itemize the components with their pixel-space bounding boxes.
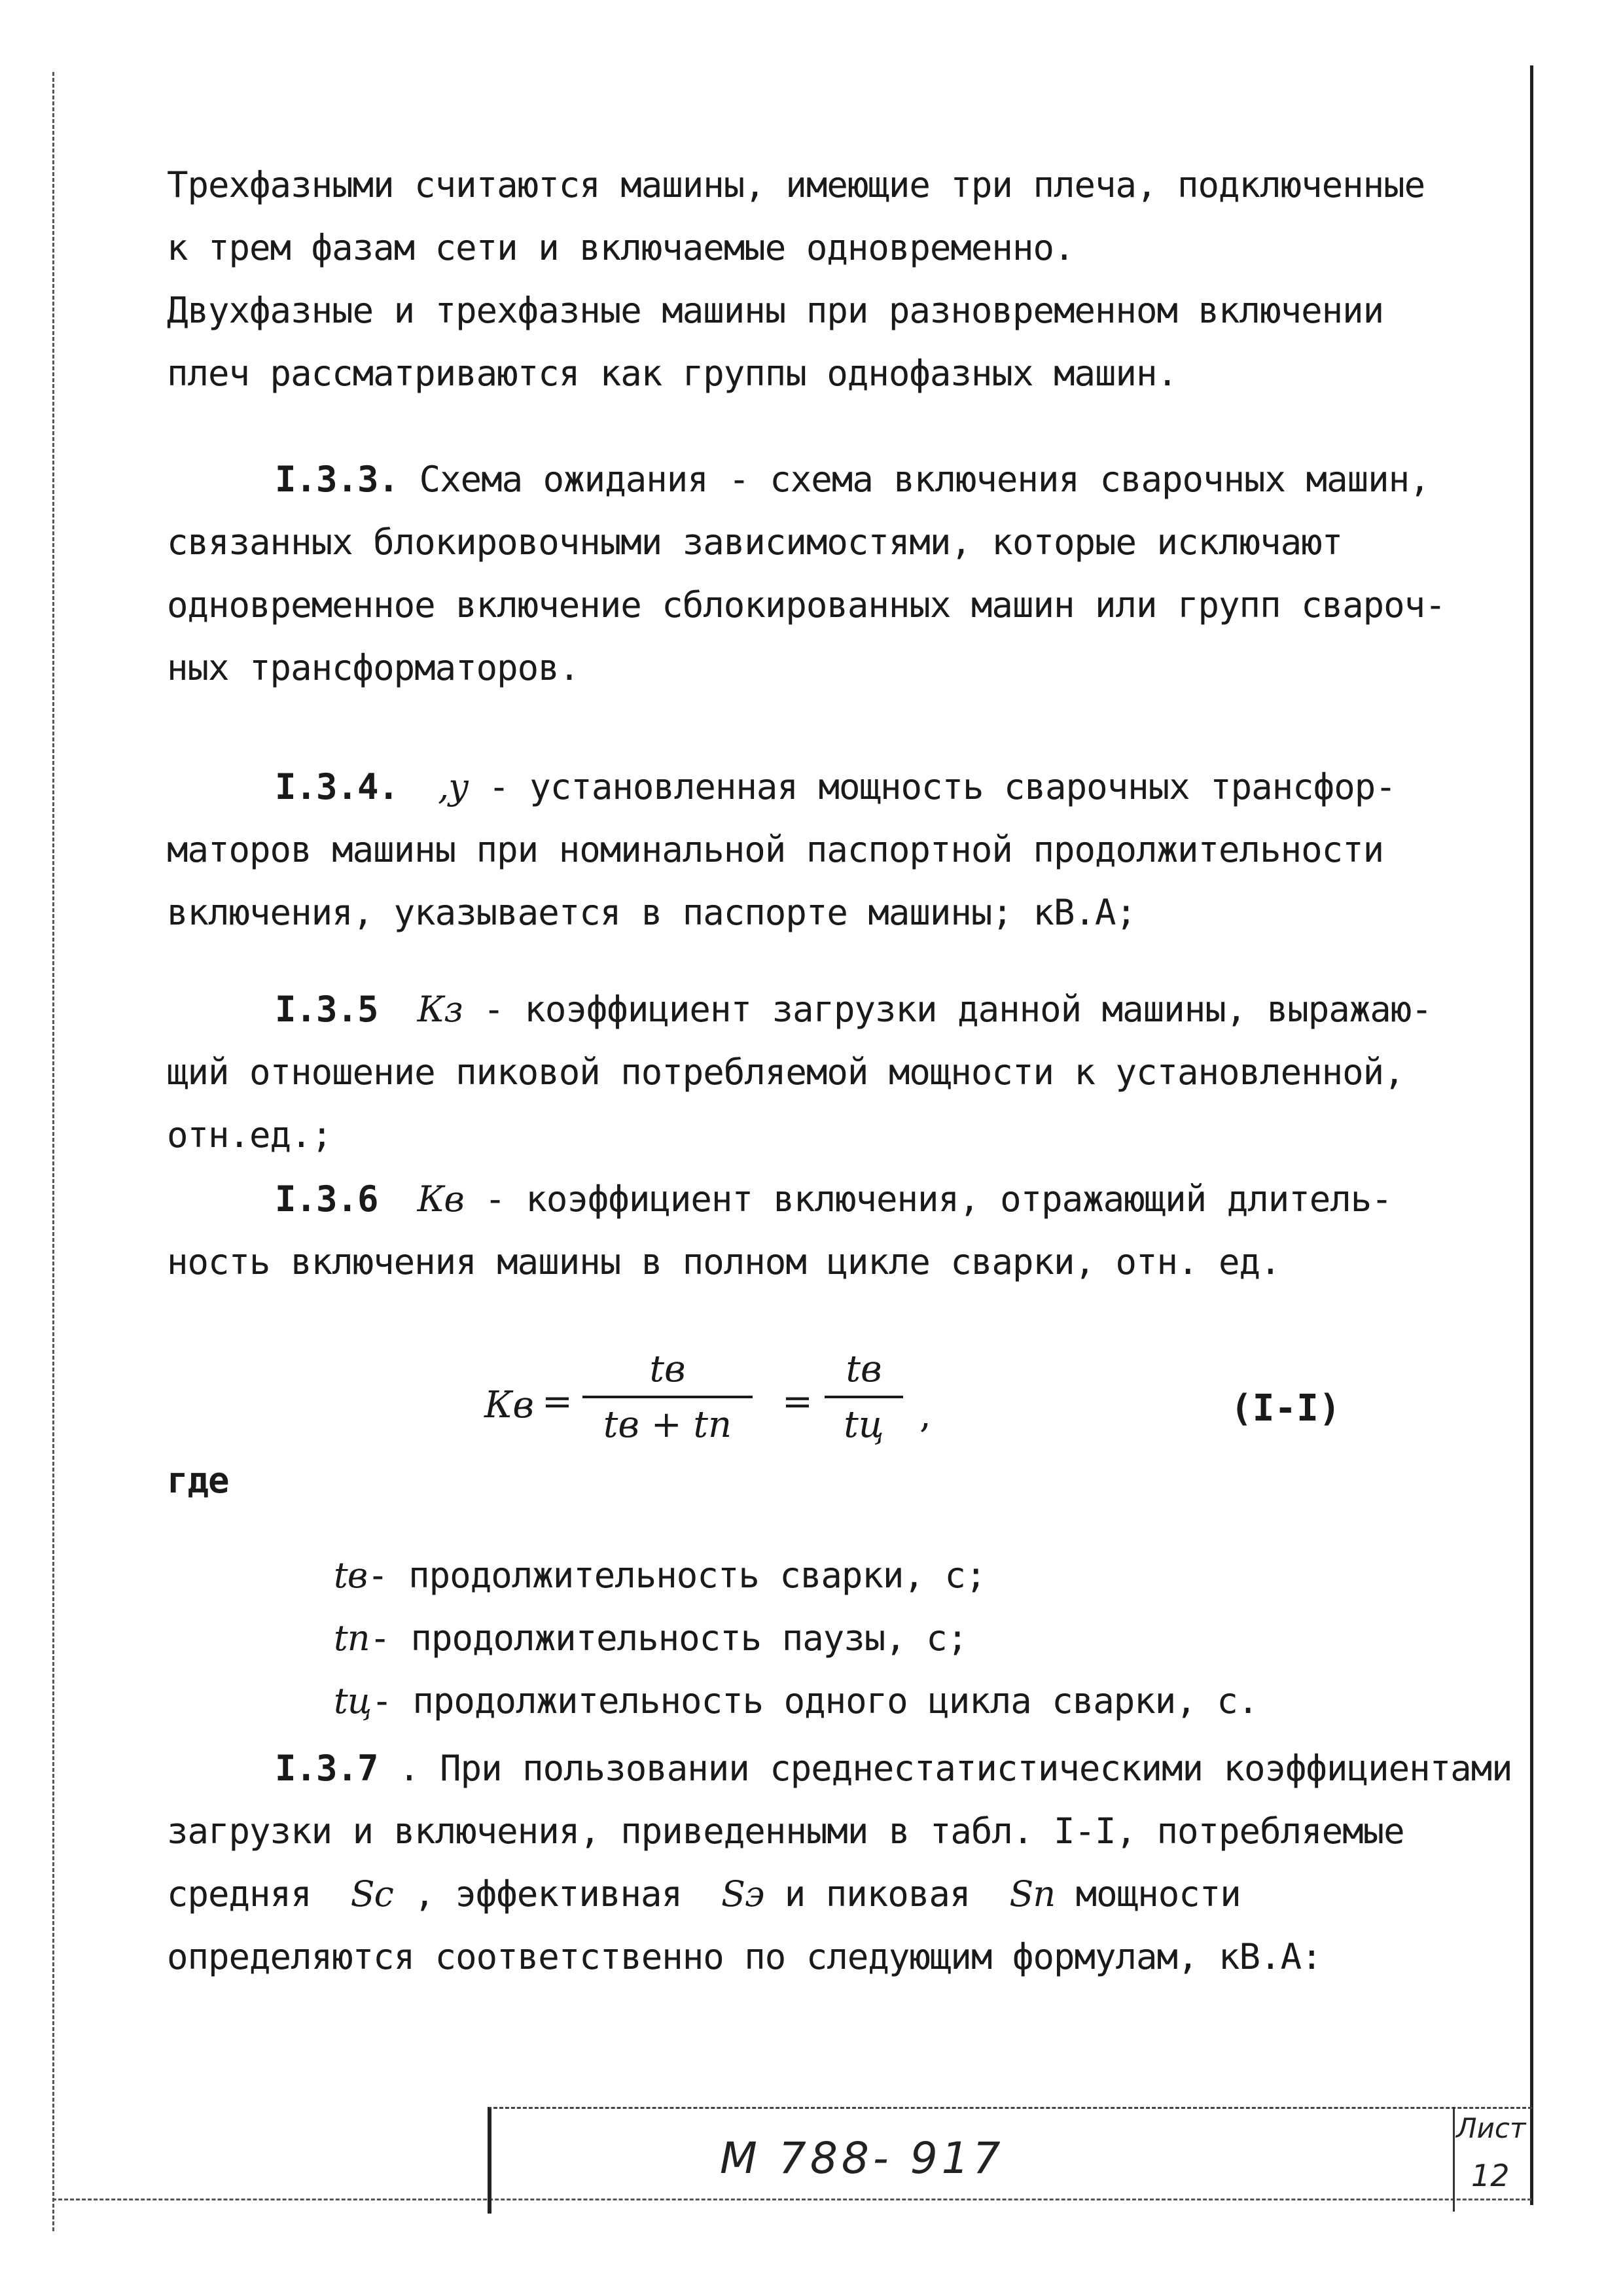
text-fragment: - коэффициент включения, отражающий длитель- <box>484 1178 1392 1220</box>
text-fragment: Схема ожидания - схема включения сварочных машин, <box>419 459 1430 500</box>
where-label-block <box>167 1449 1482 1512</box>
symbol-tc: tц <box>334 1680 372 1722</box>
sheet-label: Лист <box>1456 2112 1526 2144</box>
left-margin-line <box>52 72 54 2231</box>
fraction-1-numerator: tв <box>582 1348 753 1398</box>
text-fragment: и пиковая <box>784 1873 971 1915</box>
where-list <box>334 1544 1512 1733</box>
symbol-kz: Кз <box>417 989 463 1030</box>
text-line: определяются соответственно по следующим формулам, кВ.А: <box>167 1936 1322 1977</box>
sheet-number: 12 <box>1471 2158 1510 2193</box>
text-fragment: - продолжительность одного цикла сварки, с. <box>371 1680 1258 1722</box>
symbol-sc: Sс <box>350 1873 393 1915</box>
text-line <box>167 1737 1512 1800</box>
text-line <box>167 1863 1482 1926</box>
section-1-3-7 <box>167 1737 1512 1988</box>
section-number: I.3.7 <box>275 1748 378 1789</box>
section-1-3-4 <box>167 756 1482 944</box>
fraction-2 <box>825 1348 903 1446</box>
section-1-3-5 <box>167 978 1482 1167</box>
text-line: Трехфазными считаются машины, имеющие три плеча, подключенные <box>167 164 1425 205</box>
symbol-power: ,y <box>438 766 468 807</box>
text-line: связанных блокировочными зависимостями, которые исключают <box>167 521 1343 563</box>
text-line: маторов машины при номинальной паспортной продолжительности <box>167 829 1384 870</box>
text-line: щий отношение пиковой потребляемой мощности к установленной, <box>167 1051 1404 1093</box>
text-fragment: средняя <box>167 1873 312 1915</box>
section-number: I.3.5 <box>275 989 378 1030</box>
list-item <box>334 1544 1512 1607</box>
symbol-tp: tп <box>334 1617 370 1659</box>
section-1-3-6 <box>167 1168 1482 1294</box>
formula-comma: , <box>919 1394 931 1436</box>
text-line: ных трансформаторов. <box>167 647 580 688</box>
document-code: М 788- 917 <box>720 2133 1005 2183</box>
text-line: Двухфазные и трехфазные машины при разновременном включении <box>167 290 1384 331</box>
formula-kv <box>484 1348 1335 1459</box>
text-line: плеч рассматриваются как группы однофазных машин. <box>167 353 1178 394</box>
text-line: загрузки и включения, приведенными в табл. I-I, потребляемые <box>167 1810 1404 1852</box>
symbol-sp: Sп <box>1009 1873 1056 1915</box>
text-fragment: - продолжительность сварки, с; <box>367 1555 986 1596</box>
fraction-2-denominator: tц <box>844 1404 884 1446</box>
fraction-2-numerator: tв <box>825 1348 903 1398</box>
text-fragment: - продолжительность паузы, с; <box>369 1617 968 1659</box>
symbol-tv: tв <box>334 1555 368 1596</box>
formula-equals: = <box>542 1381 573 1423</box>
symbol-se: Sэ <box>721 1873 764 1915</box>
text-fragment: . При пользовании среднестатистическими коэффициентами <box>399 1748 1512 1789</box>
text-line: включения, указывается в паспорте машины; кВ.А; <box>167 892 1137 933</box>
text-line <box>167 756 1482 819</box>
text-line <box>167 978 1482 1041</box>
text-fragment: - установленная мощность сварочных трансфор- <box>488 766 1396 807</box>
list-item <box>334 1670 1512 1733</box>
text-line <box>167 1168 1482 1231</box>
text-line: одновременное включение сблокированных машин или групп свароч- <box>167 584 1446 626</box>
right-margin-line <box>1530 65 1533 2205</box>
text-line <box>167 448 1482 511</box>
fraction-1-denominator: tв + tп <box>603 1404 732 1446</box>
text-line: к трем фазам сети и включаемые одновременно. <box>167 227 1075 268</box>
fraction-1 <box>582 1348 753 1446</box>
section-number: I.3.3. <box>275 459 399 500</box>
where-label: где <box>167 1460 229 1501</box>
section-number: I.3.6 <box>275 1178 378 1220</box>
text-fragment: - коэффициент загрузки данной машины, выражаю- <box>483 989 1432 1030</box>
paragraph-three-phase <box>167 154 1482 405</box>
text-line: ность включения машины в полном цикле сварки, отн. ед. <box>167 1241 1281 1282</box>
formula-lhs: Кв <box>484 1384 534 1426</box>
list-item <box>334 1607 1512 1670</box>
section-1-3-3 <box>167 448 1482 699</box>
formula-equals-2: = <box>782 1381 813 1423</box>
equation-number: (I-I) <box>1230 1387 1341 1430</box>
section-number: I.3.4. <box>275 766 399 807</box>
text-fragment: , эффективная <box>414 1873 682 1915</box>
title-block-stamp <box>488 2107 1532 2214</box>
text-line: отн.ед.; <box>167 1114 332 1156</box>
text-fragment: мощности <box>1075 1873 1241 1915</box>
symbol-kv: Кв <box>417 1178 464 1220</box>
